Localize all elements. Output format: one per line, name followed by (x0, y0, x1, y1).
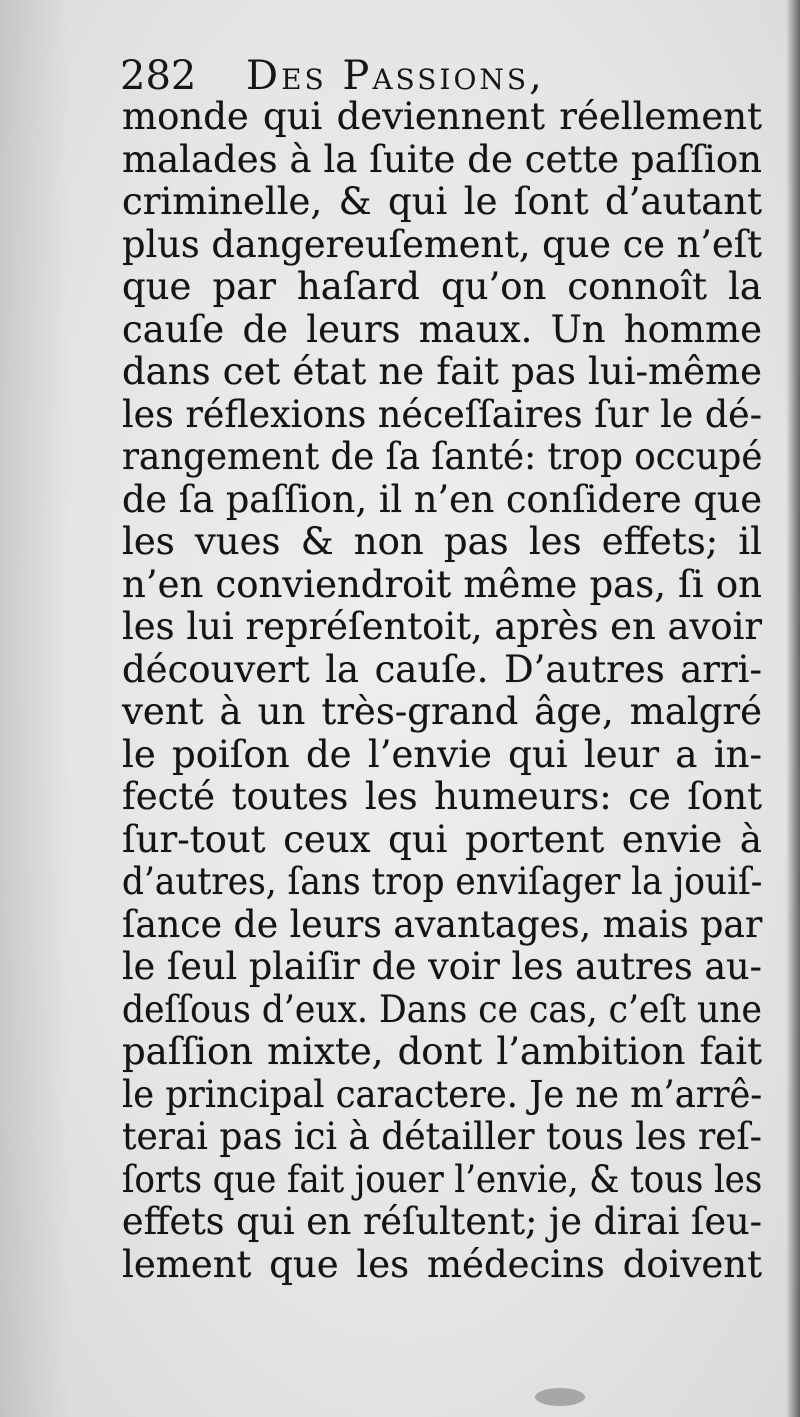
page-edge (786, 0, 800, 1417)
page-number: 282 (120, 53, 197, 99)
text-line: les réflexions néceſſaires ſur le dé- (122, 392, 762, 436)
ink-smudge (535, 1388, 585, 1406)
text-line: vent à un très-grand âge, malgré (122, 690, 762, 733)
text-line: de ſa paſſion, il n’en conſidere que (122, 477, 763, 521)
text-line: fecté toutes les humeurs: ce ſont (122, 775, 762, 818)
text-line: le poiſon de l’envie qui leur a in- (122, 732, 762, 776)
gutter-shadow (0, 0, 70, 1417)
text-line: les lui repréſentoit, après en avoir (122, 605, 763, 648)
text-line: ſance de leurs avantages, mais par (122, 902, 763, 946)
text-line: d’autres, ſans trop enviſager la jouiſ- (122, 860, 763, 903)
text-line: terai pas ici à détailler tous les reſ- (122, 1115, 762, 1158)
text-line: rangement de ſa ſanté: trop occupé (122, 435, 763, 478)
text-line: effets qui en réſultent; je dirai ſeu- (122, 1200, 762, 1243)
text-line: que par haſard qu’on connoît la (122, 265, 762, 308)
text-line: monde qui deviennent réellement (122, 95, 762, 138)
text-line: ſur-tout ceux qui portent envie à (122, 817, 762, 861)
body-text (122, 96, 762, 1286)
text-line: n’en conviendroit même pas, ſi on (122, 562, 762, 606)
text-line: le principal caractere. Je ne m’arrê- (122, 1072, 763, 1116)
text-line: découvert la cauſe. D’autres arri- (122, 647, 762, 691)
text-line: cauſe de leurs maux. Un homme (122, 307, 762, 351)
running-head: Des Passions, (246, 53, 545, 99)
text-line: malades à la ſuite de cette paſſion (122, 137, 762, 181)
text-line: criminelle, & qui le ſont d’autant (122, 180, 762, 223)
text-line: le ſeul plaiſir de voir les autres au- (122, 945, 762, 988)
text-line: deſſous d’eux. Dans ce cas, c’eſt une (122, 987, 762, 1031)
text-line: lement que les médecins doivent (122, 1242, 762, 1286)
text-line: les vues & non pas les effets; il (122, 520, 762, 563)
text-line: plus dangereuſement, que ce n’eſt (122, 222, 763, 266)
text-line: ſorts que fait jouer l’envie, & tous les (122, 1157, 763, 1201)
text-line: paſſion mixte, dont l’ambition fait (122, 1030, 762, 1073)
text-line: dans cet état ne fait pas lui-même (122, 350, 762, 393)
